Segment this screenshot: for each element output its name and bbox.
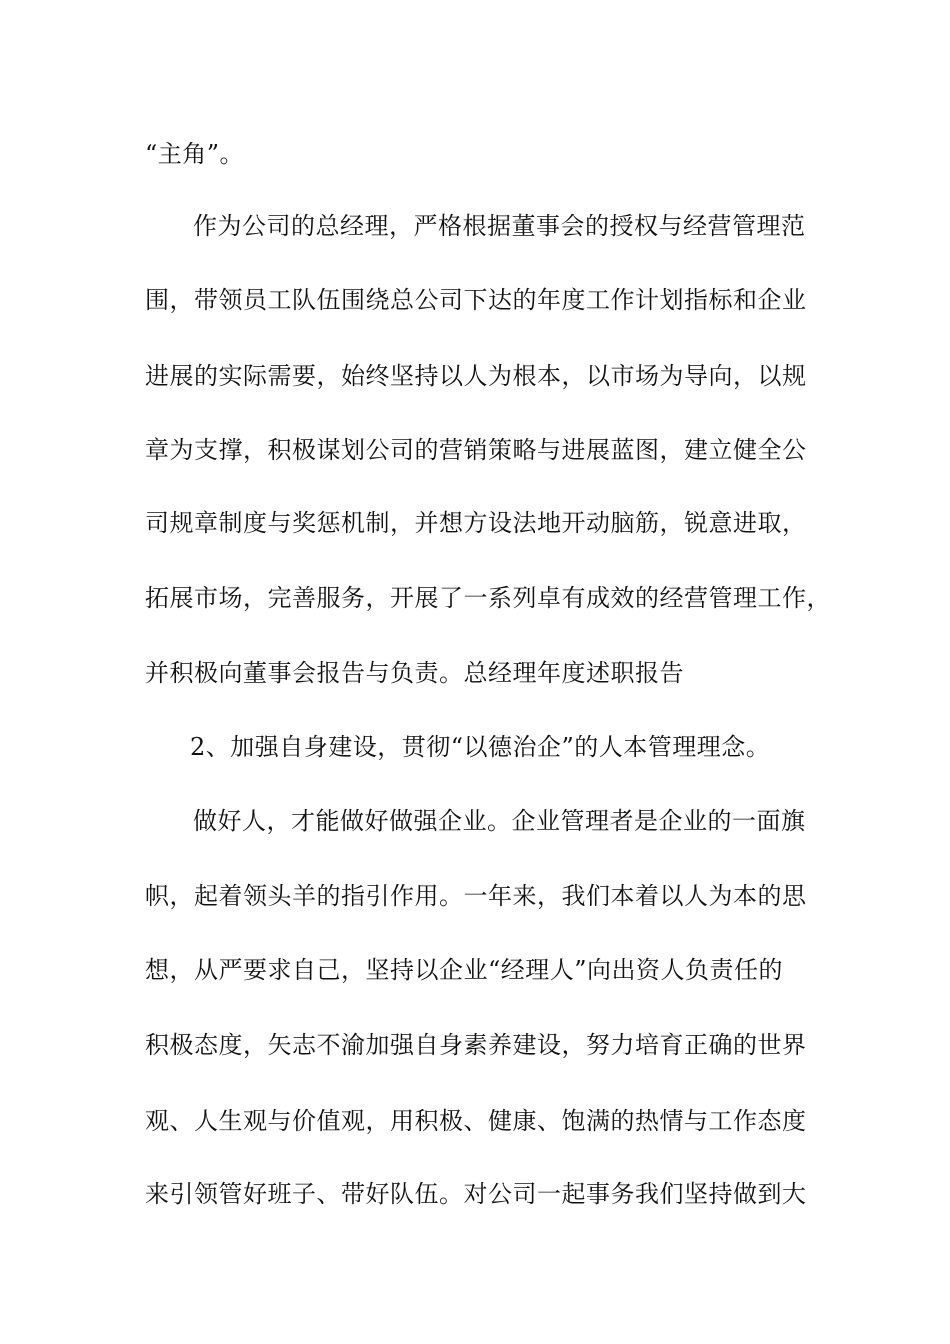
section-heading: 2、加强自身建设，贯彻“以德治企”的人本管理理念。 xyxy=(190,733,771,761)
text-line: 司规章制度与奖惩机制，并想方设法地开动脑筋，锐意进取， xyxy=(145,509,807,537)
text-line: 进展的实际需要，始终坚持以人为根本，以市场为导向，以规 xyxy=(145,362,807,390)
text-line: 积极态度，矢志不渝加强自身素养建设，努力培育正确的世界 xyxy=(145,1031,807,1059)
text-line: 围，带领员工队伍围绕总公司下达的年度工作计划指标和企业 xyxy=(145,286,807,314)
paragraph-first-line: 做好人，才能做好做强企业。企业管理者是企业的一面旗 xyxy=(193,807,806,835)
text-line: 并积极向董事会报告与负责。总经理年度述职报告 xyxy=(145,659,684,687)
text-line: 想，从严要求自己，坚持以企业“经理人”向出资人负责任的 xyxy=(145,956,784,984)
text-line: 章为支撑，积极谋划公司的营销策略与进展蓝图，建立健全公 xyxy=(145,436,807,464)
paragraph-first-line: 作为公司的总经理，严格根据董事会的授权与经营管理范 xyxy=(193,212,806,240)
text-line: 来引领管好班子、带好队伍。对公司一起事务我们坚持做到大 xyxy=(145,1180,807,1208)
text-line: “主角”。 xyxy=(145,140,245,168)
text-line: 帜，起着领头羊的指引作用。一年来，我们本着以人为本的思 xyxy=(145,882,807,910)
text-line: 观、人生观与价值观，用积极、健康、饱满的热情与工作态度 xyxy=(145,1107,807,1135)
text-line: 拓展市场，完善服务，开展了一系列卓有成效的经营管理工作， xyxy=(145,584,831,612)
